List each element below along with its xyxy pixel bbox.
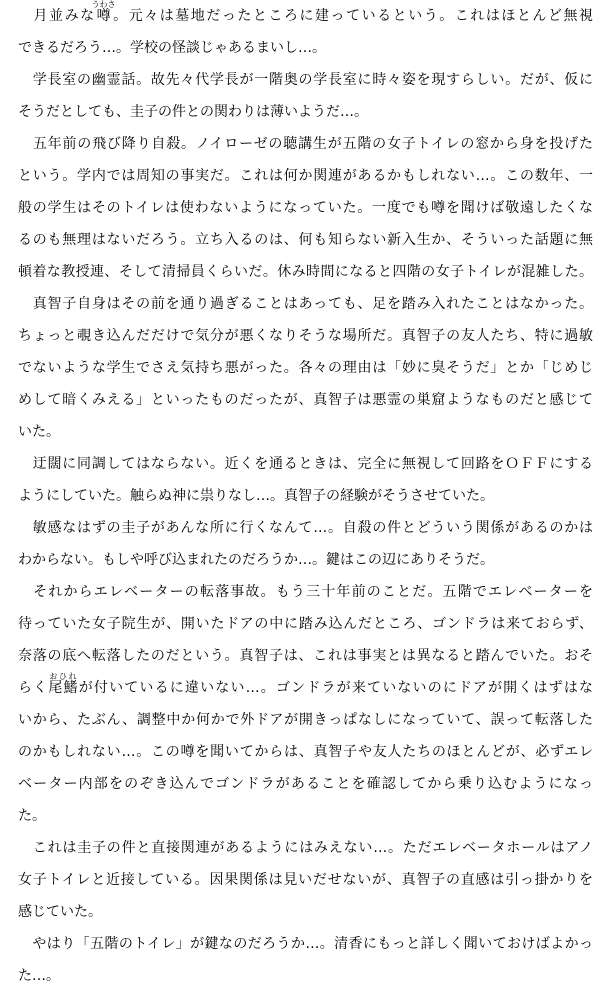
text-line: それからエレベーターの転落事故。もう三十年前のことだ。五階でエレベーターを [18,584,593,600]
paragraph-keiko-called [18,512,593,576]
paragraph-rumor-intro [18,0,593,64]
text-line: ようにしていた。触らぬ神に祟りなし…。真智子の経験がそうさせていた。 [18,488,494,504]
text-line: 迂闊に同調してはならない。近くを通るときは、完全に無視して回路をＯＦＦにする [18,456,593,472]
text-line: できるだろう…。学校の怪談じゃあるまいし…。 [18,40,326,56]
paragraph-circuit-off [18,448,593,512]
text-line: 敏感なはずの圭子があんな所に行くなんて…。自殺の件とどういう関係があるのかは [18,520,593,536]
text-line: 学長室の幽霊話。故先々代学長が一階奥の学長室に時々姿を現すらしい。だが、仮に [18,72,593,88]
paragraph-fifth-floor-toilet [18,928,593,992]
text-line: ベーター内部をのぞき込んでゴンドラがあることを確認してから乗り込むようになっ [18,776,593,792]
text-line: 真智子自身はその前を通り過ぎることはあっても、足を踏み入れたことはなかった。 [18,296,593,312]
text-line: いから、たぶん、調整中か何かで外ドアが開きっぱなしになっていて、誤って転落した [18,712,593,728]
text-line: 頓着な教授連、そして清掃員くらいだ。休み時間になると四階の女子トイレが混雑した。 [18,264,593,280]
text-line: ちょっと覗き込んだだけで気分が悪くなりそうな場所だ。真智子の友人たち、特に過敏 [18,328,593,344]
text-line: るのも無理はないだろう。立ち入るのは、何も知らない新入生か、そういった話題に無 [18,232,593,248]
text-line: という。学内では周知の事実だ。これは何か関連があるかもしれない…。この数年、一 [18,168,593,184]
text-line: めして暗くみえる」といったものだったが、真智子は悪霊の巣窟ようなものだと感じて [18,392,593,408]
paragraph-elevator-hall [18,832,593,928]
text-line: わからない。もしや呼び込まれたのだろうか…。鍵はこの辺にありそうだ。 [18,552,494,568]
text-line: 般の学生はそのトイレは使わないようになっていた。一度でも噂を聞けば敬遠したくな [18,200,593,216]
text-line: でないような学生でさえ気持ち悪がった。各々の理由は「妙に臭そうだ」とか「じめじ [18,360,593,376]
text-line: た…。 [18,968,60,984]
text-line: 月並みな噂うわさ。元々は墓地だったところに建っているという。これはほとんど無視 [18,0,593,24]
text-line: 奈落の底へ転落したのだという。真智子は、これは事実とは異なると踏んでいた。おそ [18,648,593,664]
text-line: 感じていた。 [18,904,102,920]
text-line: 待っていた女子院生が、開いたドアの中に踏み込んだところ、ゴンドラは来ておらず、 [18,616,593,632]
text-line: 女子トイレと近接している。因果関係は見いだせないが、真智子の直感は引っ掛かりを [18,872,593,888]
ruby-ohire: 尾鰭おひれ [48,672,79,696]
text-line: らく尾鰭おひれが付いているに違いない…。ゴンドラが来ていないのにドアが開くはずはな [18,672,594,696]
text-line: いた。 [18,424,60,440]
paragraph-suicide [18,128,593,288]
text-line: 五年前の飛び降り自殺。ノイローゼの聴講生が五階の女子トイレの窓から身を投げた [18,136,593,152]
ruby-uwasa: 噂うわさ [91,0,116,24]
paragraph-elevator-accident [18,576,593,832]
text-line: た。 [18,808,46,824]
text-line: これは圭子の件と直接関連があるようにはみえない…。ただエレベータホールはアノ [18,840,593,856]
text-line: そうだとしても、圭子の件との関わりは薄いようだ…。 [18,104,368,120]
text-line: やはり「五階のトイレ」が鍵なのだろうか…。清香にもっと詳しく聞いておけばよかっ [18,936,593,952]
text-line: のかもしれない…。この噂を聞いてからは、真智子や友人たちのほとんどが、必ずエレ [18,744,593,760]
paragraph-principal-ghost [18,64,593,128]
paragraph-machiko-avoids [18,288,593,448]
